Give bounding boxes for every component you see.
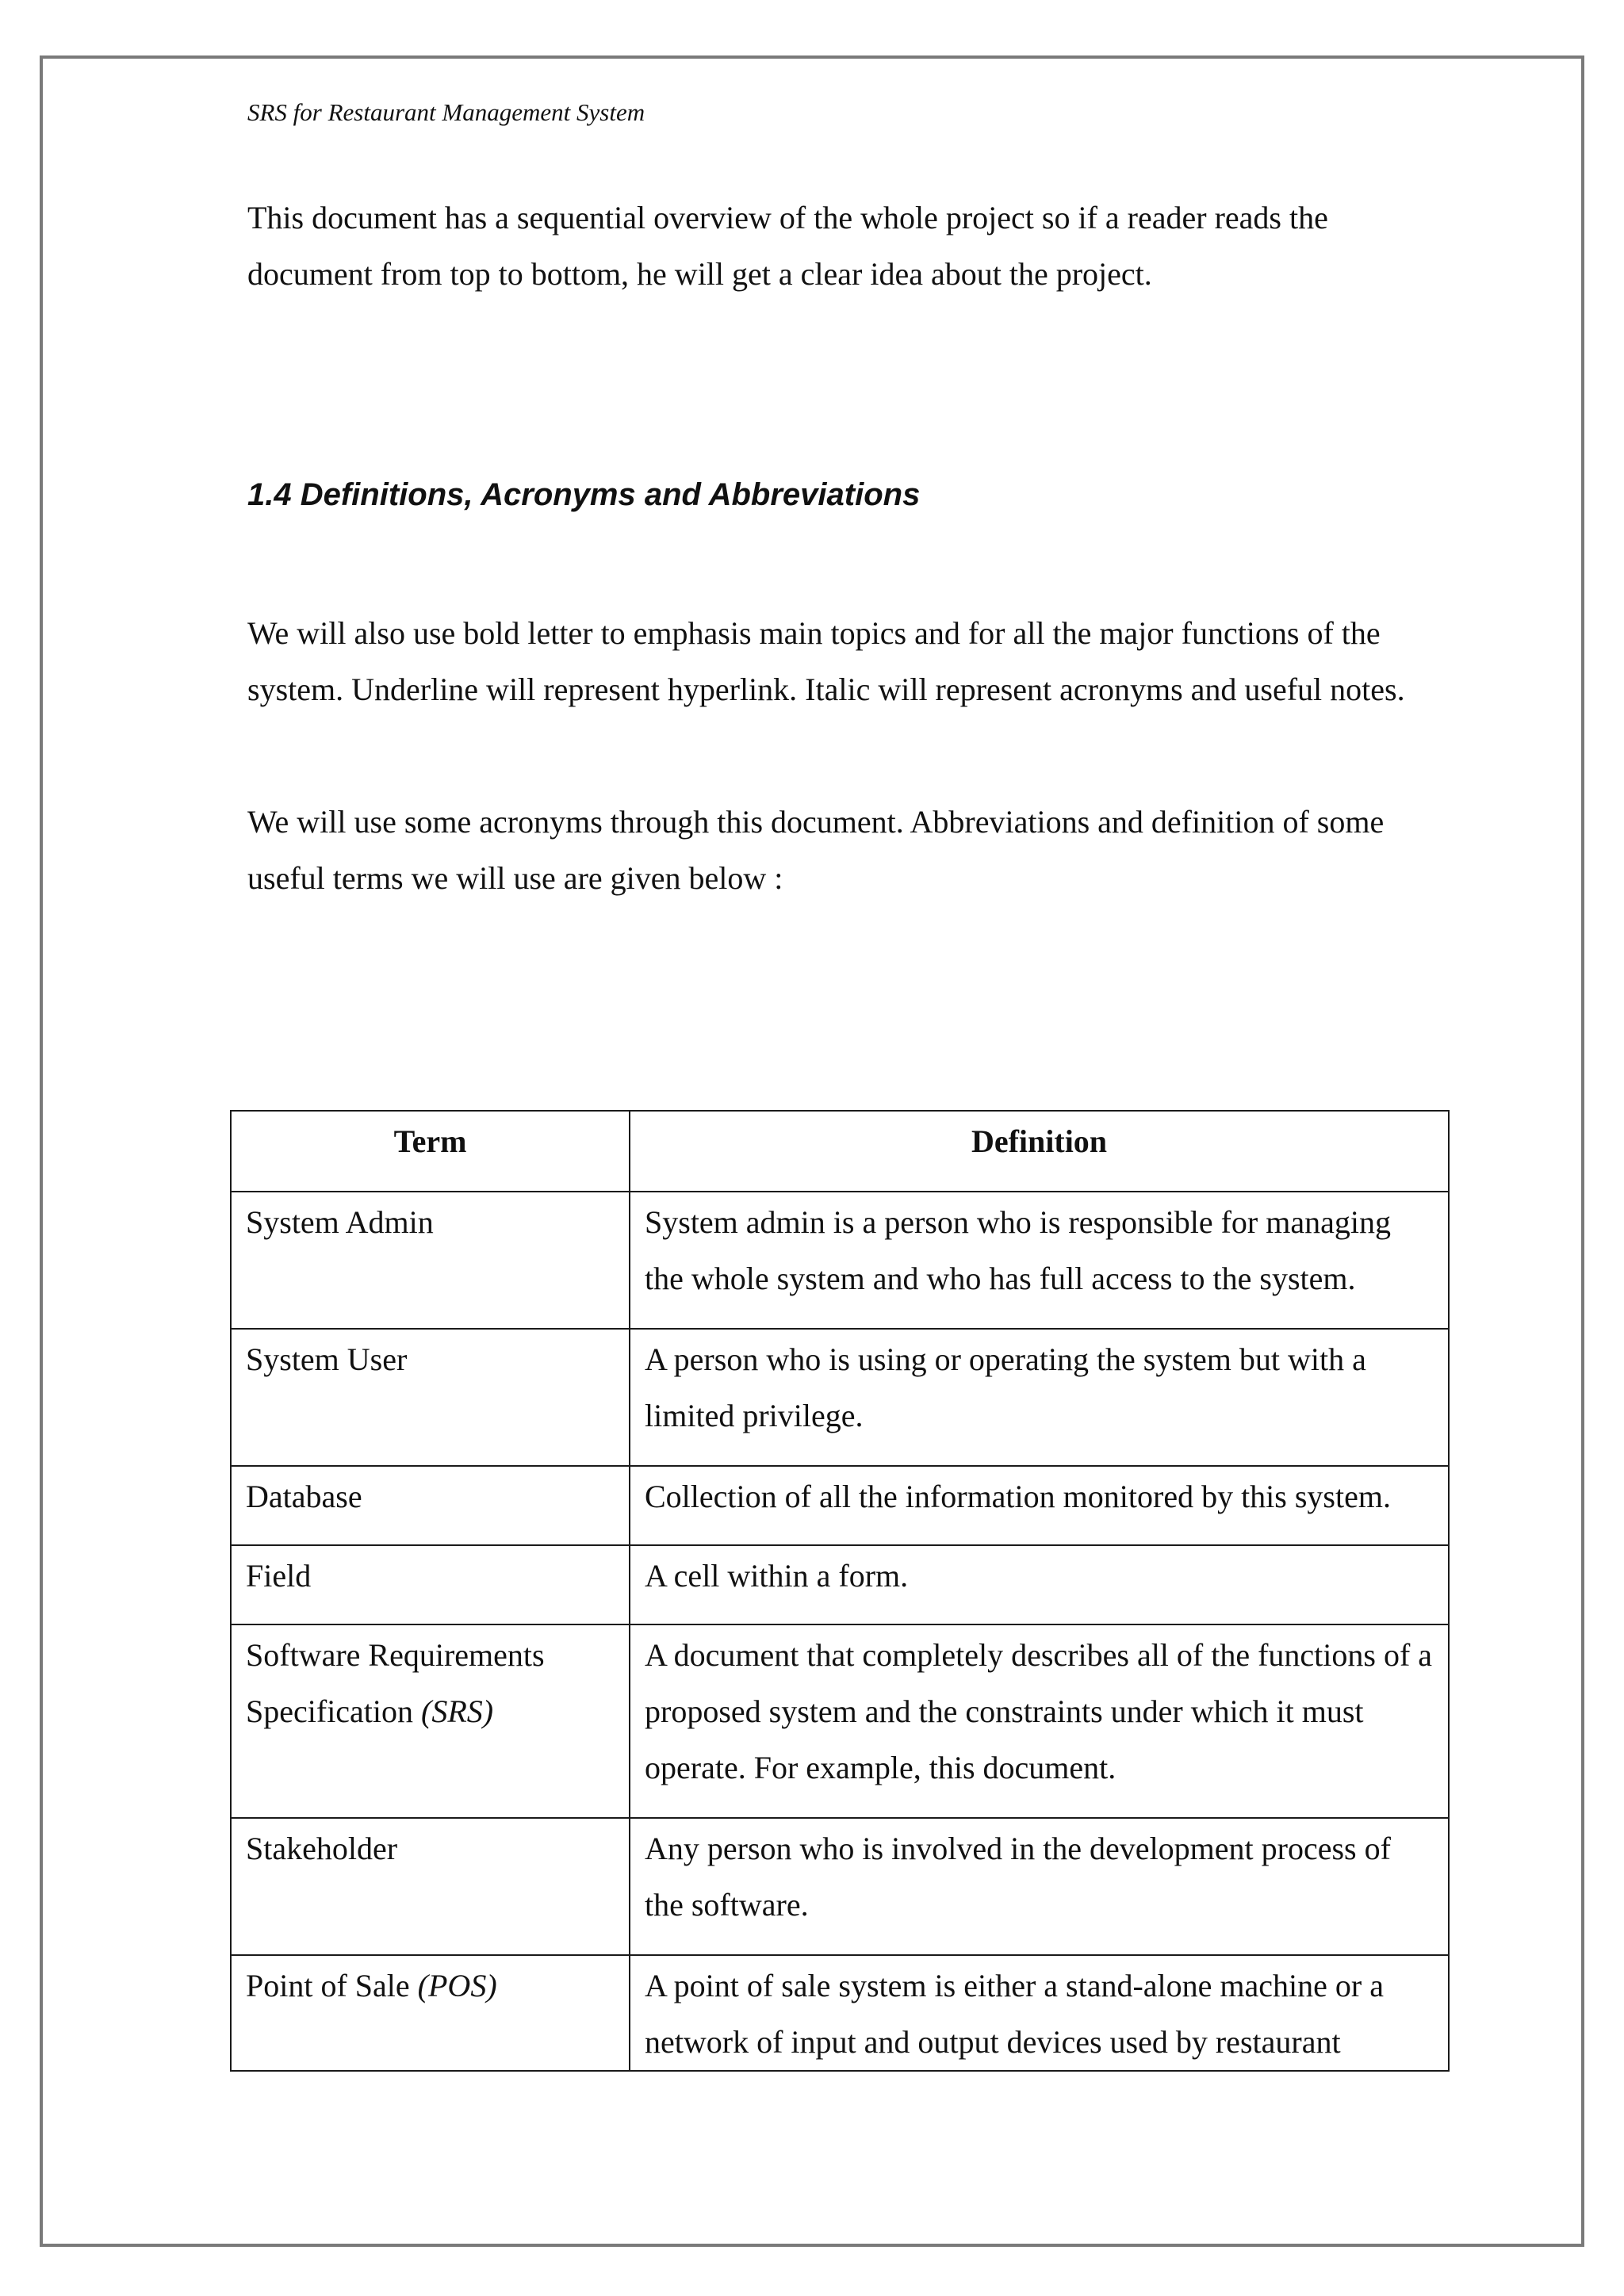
table-row bbox=[231, 1466, 1449, 1545]
term-cell bbox=[231, 1818, 630, 1955]
section-heading: 1.4 Definitions, Acronyms and Abbreviations bbox=[247, 477, 921, 512]
term-cell bbox=[231, 1466, 630, 1545]
column-header-definition: Definition bbox=[630, 1111, 1449, 1192]
term-text: Point of Sale bbox=[246, 1968, 410, 2003]
definition-cell: A cell within a form. bbox=[630, 1545, 1449, 1624]
term-text: Field bbox=[246, 1558, 312, 1594]
term-text: System User bbox=[246, 1341, 408, 1377]
table-header-row bbox=[231, 1111, 1449, 1192]
term-cell bbox=[231, 1624, 630, 1818]
term-acronym: (SRS) bbox=[421, 1693, 494, 1729]
running-header: SRS for Restaurant Management System bbox=[247, 98, 645, 126]
section-paragraph-1: We will also use bold letter to emphasis main topics and for all the major functions of the system. Underline will represent hyperlink. Italic will represent acronyms and useful notes. bbox=[247, 615, 1405, 707]
table-row bbox=[231, 1329, 1449, 1466]
section-paragraph-2: We will use some acronyms through this document. Abbreviations and definition of some useful terms we will use are given below : bbox=[247, 804, 1385, 896]
column-header-term: Term bbox=[231, 1111, 630, 1192]
term-text: Stakeholder bbox=[246, 1831, 398, 1866]
definition-cell: A document that completely describes all of the functions of a proposed system and the constraints under which it must operate. For example, this document. bbox=[630, 1624, 1449, 1818]
intro-paragraph: This document has a sequential overview of the whole project so if a reader reads the document from top to bottom, he will get a clear idea about the project. bbox=[247, 200, 1328, 292]
term-cell bbox=[231, 1955, 630, 2071]
table-row bbox=[231, 1192, 1449, 1329]
term-cell bbox=[231, 1545, 630, 1624]
term-text: Database bbox=[246, 1479, 362, 1514]
term-cell bbox=[231, 1192, 630, 1329]
definitions-table bbox=[230, 1110, 1450, 2072]
definition-cell: System admin is a person who is responsible for managing the whole system and who has full access to the system. bbox=[630, 1192, 1449, 1329]
term-cell bbox=[231, 1329, 630, 1466]
definition-cell: Any person who is involved in the development process of the software. bbox=[630, 1818, 1449, 1955]
table-row bbox=[231, 1624, 1449, 1818]
definition-cell: Collection of all the information monitored by this system. bbox=[630, 1466, 1449, 1545]
term-text: System Admin bbox=[246, 1204, 434, 1240]
definition-cell: A point of sale system is either a stand-alone machine or a network of input and output devices used by restaurant bbox=[630, 1955, 1449, 2071]
definition-cell: A person who is using or operating the system but with a limited privilege. bbox=[630, 1329, 1449, 1466]
table-row bbox=[231, 1818, 1449, 1955]
term-text: Software Requirements Specification bbox=[246, 1637, 545, 1729]
table-row bbox=[231, 1955, 1449, 2071]
table-row bbox=[231, 1545, 1449, 1624]
term-acronym: (POS) bbox=[417, 1968, 497, 2003]
